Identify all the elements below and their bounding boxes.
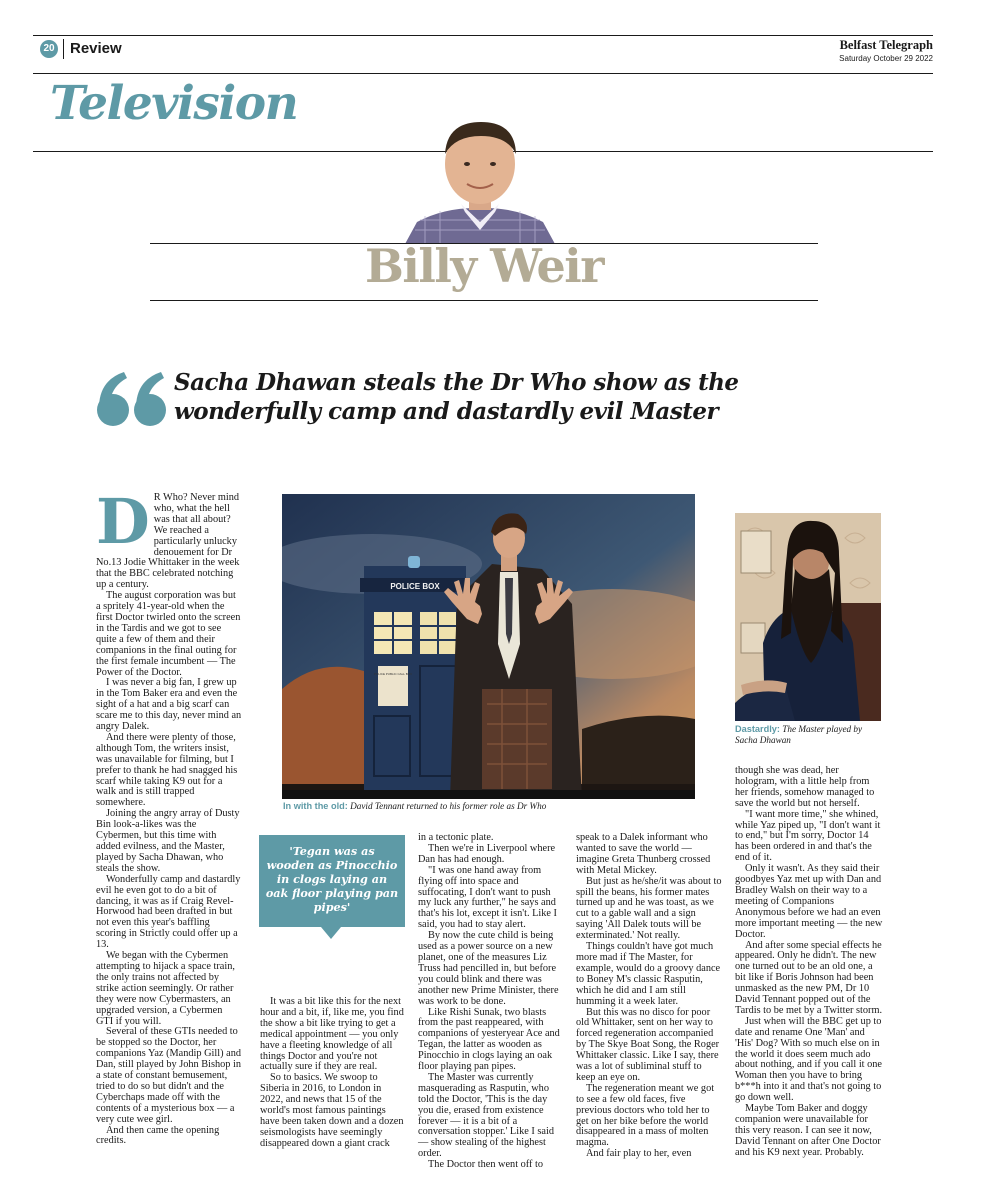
page-number: 20 xyxy=(43,43,55,54)
top-rule xyxy=(33,35,933,36)
quote-mark-icon xyxy=(96,370,168,432)
paragraph: And there were plenty of those, although Tom, the writers insist, was unavailable for filming, but I prefer to thank he had snagged his scarf while taking K9 out for a walk and is still trapped somewhere. xyxy=(96,731,238,809)
section-title: Television xyxy=(50,76,298,131)
box-quote-text: 'Tegan was as wooden as Pinocchio in clogs laying an oak floor playing pan pipes' xyxy=(265,844,399,914)
header-bottom-rule xyxy=(33,73,933,74)
main-photo-caption xyxy=(283,801,703,812)
paragraph: It was a bit like this for the next hour and a bit, if, like me, you find the show a bit like trying to get a medical appointment — you only have a fleeting knowledge of all things Doctor and you're not actually sure if they are real. xyxy=(260,996,404,1073)
paragraph: Only it wasn't. As they said their goodbyes Yaz met up with Dan and Bradley Walsh on their way to a meeting of Companions Anonymous before we had an even more important meeting — the new Doctor. xyxy=(735,863,883,940)
tardis-sign: POLICE BOX xyxy=(390,582,440,591)
paragraph: "I was one hand away from flying off into space and suffocating, I don't want to push my luck any further," he says and that's his lot, except it isn't. Like I said, you had to stay alert. xyxy=(418,864,557,931)
paragraph: Maybe Tom Baker and doggy companion were unavailable for this very reason. I can see it now, David Tennant on after One Doctor and his K9 next year. Probably. xyxy=(735,1103,881,1158)
page-number-badge xyxy=(40,40,58,58)
paragraph: Just when will the BBC get up to date and rename One 'Man' and 'His' Dog? With so much else on in the world it does seem much ado about nothing, and if you call it one Woman then you have to bring b***h into it and that's not going to go down well. xyxy=(735,1015,882,1104)
paragraph: R Who? Never mind who, what the hell was that all about? We reached a particularly unlucky denouement for Dr No.13 Jodie Whittaker in the week that the BBC celebrated notching up a century. xyxy=(96,492,240,591)
masthead: Belfast Telegraph xyxy=(839,38,933,52)
columnist-photo xyxy=(395,112,565,244)
article-column-4 xyxy=(576,833,722,1160)
pull-quote: Sacha Dhawan steals the Dr Who show as the wonderfully camp and dastardly evil Master xyxy=(174,369,739,425)
paragraph: The Master was currently masquerading as Rasputin, who told the Doctor, 'This is the day you die, erased from existence forever — it is a bit of a conversation stopper.' Like I said — show stealing of the highest order. xyxy=(418,1071,554,1160)
paragraph: The august corporation was but a spritely 41-year-old when the first Doctor twirled onto the screen in the Tardis and we got to see quite a few of them and their companions in the final outing for the first female incumbent — The Power of the Doctor. xyxy=(96,590,241,678)
side-photo-caption xyxy=(735,724,885,746)
paragraph: though she was dead, her hologram, with a little help from her friends, somehow managed to save the world but not herself. xyxy=(735,765,875,809)
article-column-5 xyxy=(735,766,883,1159)
main-caption-text: David Tennant returned to his former role as Dr Who xyxy=(350,801,547,811)
paragraph: But this was no disco for poor old Whittaker, sent on her way to forced regeneration accompanied by The Skye Boat Song, the Roger Whittaker classic. Like I say, there was a lot of subliminal stuff to keep an eye on. xyxy=(576,1006,720,1083)
side-caption-label: Dastardly: xyxy=(735,724,780,734)
main-caption-label: In with the old: xyxy=(283,801,348,811)
paragraph: By now the cute child is being used as a power source on a new planet, one of the measures Liz Truss had pencilled in, but before you could blink and there was another new Prime Minister, there was work to be done. xyxy=(418,930,559,1007)
paragraph: Wonderfully camp and dastardly evil he even got to do a bit of dancing, it was as if Craig Revel-Horwood had been drafted in but not even this year's baffling scoring in Strictly could offer up a 13. xyxy=(96,873,241,951)
tardis-notice: POLICE PUBLIC CALL BOX xyxy=(373,672,413,676)
byline-bottom-rule xyxy=(150,300,818,301)
paragraph: And then came the opening credits. xyxy=(96,1124,220,1147)
article-column-2 xyxy=(260,997,406,1150)
article-column-1 xyxy=(96,485,242,1147)
paragraph: in a tectonic plate. xyxy=(418,832,494,843)
paragraph: "I want more time," she whined, while Yaz piped up, "I don't want it to end," but I'm sorry, Doctor 14 has been ordered in and that's the end of it. xyxy=(735,808,881,864)
paragraph: But just as he/she/it was about to spill the beans, his former mates turned up and he was toast, as we cut to a gable wall and a sign saying 'All Dalek touts will be exterminated.' Not really. xyxy=(576,875,722,942)
paragraph: The Doctor then went off to xyxy=(428,1159,544,1171)
paragraph: speak to a Dalek informant who wanted to save the world — imagine Greta Thunberg crossed with Metal Mickey. xyxy=(576,832,711,876)
drop-cap: D xyxy=(96,485,150,558)
paragraph: Several of these GTIs needed to be stopped so the Doctor, her companions Yaz (Mandip Gill) and Dan, still played by John Bishop in a state of constant bemusement, tried to do so but didn't and the Cyberchaps made off with the contents of a mysterious box — a very cute wee girl. xyxy=(96,1026,242,1125)
paragraph: So to basics. We swoop to Siberia in 2016, to London in 2022, and news that 15 of the world's most famous paintings have been taken down and a dozen seismologists have seemingly disappeared down a giant crack xyxy=(260,1072,404,1149)
paragraph: I was never a big fan, I grew up in the Tom Baker era and even the sight of a hat and a big scarf can scare me to this day, never mind an angry Dalek. xyxy=(96,677,242,733)
side-photo xyxy=(735,513,881,721)
article-column-3 xyxy=(418,833,564,1171)
header-divider xyxy=(63,39,64,59)
paragraph: The regeneration meant we got to see a few old faces, five previous doctors who told her to get on her bike before the world disappeared in a mass of molten magma. xyxy=(576,1082,715,1149)
box-quote-pointer xyxy=(321,927,341,939)
section-label: Review xyxy=(70,40,122,57)
paragraph: We began with the Cybermen attempting to hijack a space train, the only trains not affected by strike action seemingly. Or rather they were now Cybermasters, an upgraded version, a Cybermen GTI if you will. xyxy=(96,950,235,1027)
paragraph: Then we're in Liverpool where Dan has had enough. xyxy=(418,842,556,865)
paragraph: Joining the angry array of Dusty Bin look-a-likes was the Cybermen, but this time with added evilness, and the Master, played by Sacha Dhawan, who steals the show. xyxy=(96,808,240,874)
paragraph: And fair play to her, even xyxy=(586,1148,692,1160)
box-quote xyxy=(259,835,405,927)
issue-date: Saturday October 29 2022 xyxy=(839,54,933,63)
byline: Billy Weir xyxy=(365,239,603,293)
main-photo xyxy=(282,494,695,799)
paragraph: And after some special effects he appeared. Only he didn't. The new one turned out to be an old one, a bit like if Boris Johnson had been unmasked as the new PM, Dr 10 David Tennant popped out of the Tardis to be met by a Twitter storm. xyxy=(735,939,883,1016)
side-caption-text: The Master played by Sacha Dhawan xyxy=(735,724,863,745)
paragraph: Things couldn't have got much more mad if The Master, for example, would do a groovy dance to Boney M's classic Rasputin, which he did and I am still humming it a week later. xyxy=(576,941,721,1007)
paragraph: Like Rishi Sunak, two blasts from the past reappeared, with companions of yesteryear Ace and Tegan, the latter as wooden as Pinocchio in clogs laying an oak floor playing pan pipes. xyxy=(418,1006,560,1073)
